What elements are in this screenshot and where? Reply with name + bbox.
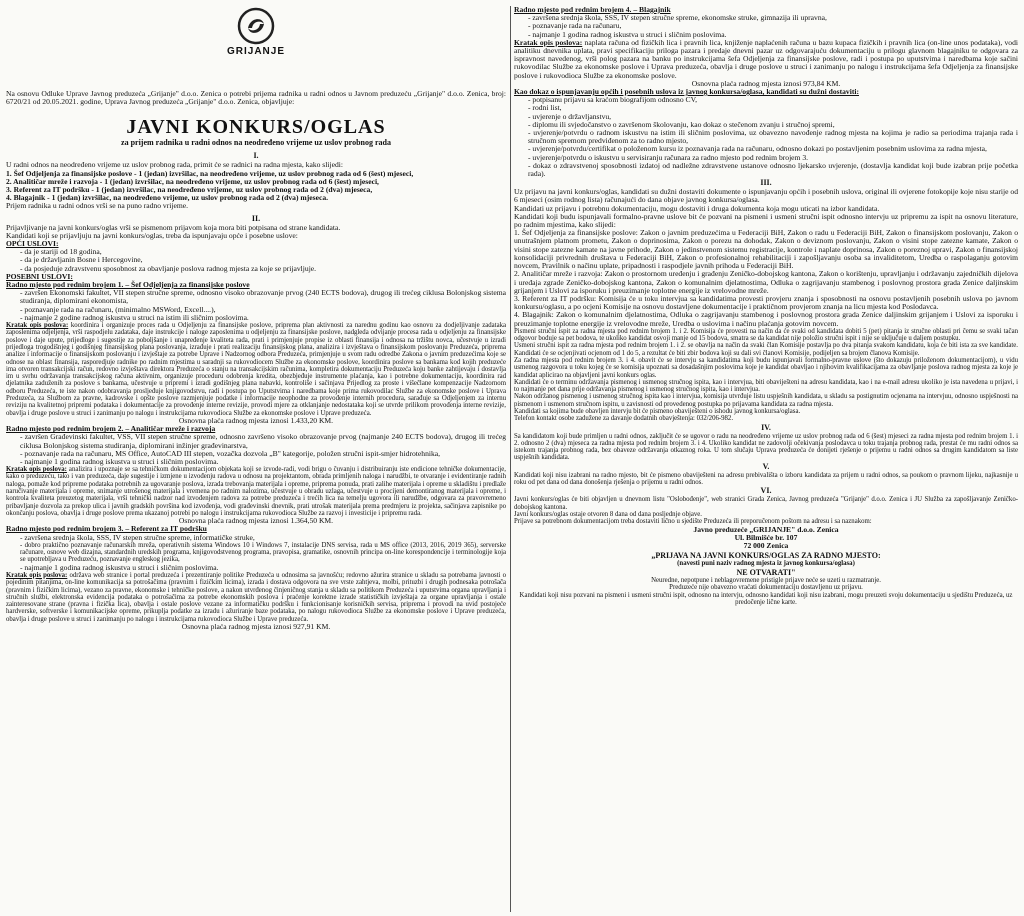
section-3-p1: Uz prijavu na javni konkurs/oglas, kandidati su dužni dostaviti dokumente o ispunjavanju općih i posebnih uslova, original ili ovjerene fotokopije koje nisu starije od 6 mjeseci (osim rodnog lista) računajući do dana objave javnog konkursa/oglasa.	[514, 187, 1018, 205]
left-column	[6, 6, 511, 912]
proof-item: - rodni list,	[528, 103, 562, 113]
job-2-requirement: - poznavanje rada na računaru, MS Office, AutoCAD III stepen, vozačka dozvola „B" kategorije, položen stručni ispit-smjer hidrotehnika,	[20, 448, 441, 458]
section-3-p9: Kandidati sa kojima bude obavljen intervju bit će pismeno obaviješteni o ishodu javnog konkursa/oglasa.	[514, 407, 801, 415]
section-3-p4: Pismeni stručni ispit za radna mjesta pod rednim brojem 1. i 2. Komisija će provesti na način da će svaki od kandidata dobiti 5 (pet) pitanja iz stručne oblasti pri čemu se svaki tačan odgovor boduje sa pet bodova, te ukoliko kandidat osvoji manje od 15 bodova, smatra se da kandidat nije položio stručni ispit i nije se uključuje u daljem postupku.	[514, 327, 1018, 343]
intro-text: Na osnovu Odluke Uprave Javnog preduzeća „Grijanje" d.o.o. Zenica o potrebi prijema radnika u radni odnos u Javnom preduzeću „Grijanje" d.o.o. Zenica, broj: 6720/21 od 20.05.2021. godine, Uprava Javnog preduzeća „Grijanje" d.o.o. Zenica, objavljuje:	[6, 89, 506, 107]
job-3-description	[6, 572, 506, 623]
job-2-salary: Osnovna plaća radnog mjesta iznosi 1.364,50 KM.	[178, 516, 334, 526]
section-3-p5: Usmeni stručni ispit za radna mjesta pod rednim brojem 1. i 2. se obavlja na način da svaki član Komisije postavlja po dva pitanja svakom kandidatu, koja će biti ista za sve kandidate. Kandidati će se ocjenjivati ocjenom od 1 do 5, a rezultat će biti zbir bodova koji su dali svi članovi Komisije, podijeljen sa brojem članova Komisije.	[514, 342, 1018, 357]
company-street: Ul. Bilmišće br. 107	[734, 532, 798, 542]
job-1-title: Radno mjesto pod rednim brojem 1. – Šef Odjeljenja za finansijske poslove	[6, 280, 250, 290]
job-3-desc-label: Kratak opis poslova:	[6, 571, 68, 579]
exam-literature-item: 2. Analitičar mreže i razvoja: Zakon o prostornom uređenju i građenju Zeničko-dobojskog kantona, Zakon o korištenju, upravljanju i održavanju zajedničkih dijelova i uređaja zgrade Zeničko-dobojskog kantona, Zakon o komunalnim djelatnostima, Odluka o zagrijavanju stambenog i poslovnog prostora grada Zenice daljinskim grijanjem i Uslovi za isporuku i preuzimanje toplotne energije iz vrelovodne mreže.	[514, 269, 1018, 295]
section-4-text: Sa kandidatom koji bude primljen u radni odnos, zaključit će se ugovor o radu na neodređeno vrijeme uz uslov probnog rada od 6 (šest) mjeseci za radna mjesta pod rednim brojem 1. i 2. odnosno 2 (dva) mjeseca za radna mjesta pod rednim brojem 3. i 4. Ukoliko kandidat ne zadovolji očekivanja poslodavca u toku trajanja probnog rada, prestat će mu radni odnos sa istekom trajanja probnog rada, bez obaveze održavanja otkaznog roka. U tom slučaju Uprava preduzeća će donijeti rješenje o prijemu u radni odnos sa drugim kandidatom sa liste uspješnih kandidata.	[514, 432, 1018, 462]
job-3-salary: Osnovna plaća radnog mjesta iznosi 927,91 KM.	[181, 622, 331, 631]
job-3-title: Radno mjesto pod rednim brojem 3. – Referent za IT podršku	[6, 524, 207, 534]
section-3-p6: Za radna mjesta pod rednim brojem 3. i 4. obavit će se intervju sa kandidatima koji budu ispunjavali formalno-pravne uslove (što dokazuju priloženom dokumentacijom), u vidu usmenog razgovora u toku kojeg će se komisija upoznati sa dosadašnjim poslovima koje je kandidat obavljao i njihovim kvalifikacijama za obavljanje poslova radnog mjesta za koje je kandidat aplicirao na objavljeni javni konkurs oglas.	[514, 356, 1018, 379]
section-3-p8: Nakon održanog pismenog i usmenog stručnog ispita kao i intervjua, komisija utvrđuje listu uspješnih kandidata, u skladu sa postignutim ocjenama na intervjuu, odnosno uspješnosti na pismenom i usmenom stručnom ispitu, u zavisnosti od provedenog postupka po prijavama kandidata za radna mjesta.	[514, 393, 1018, 408]
position-item: 2. Analitičar mreže i razvoja - 1 (jedan) izvršilac, na neodređeno vrijeme, uz uslov probnog rada od 6 (šest) mjeseci,	[6, 176, 379, 186]
job-4-requirement: - poznavanje rada na računaru,	[528, 21, 622, 31]
general-conditions-title: OPĆI USLOVI:	[6, 239, 59, 249]
general-condition: - da je stariji od 18 godina,	[20, 247, 102, 257]
job-4-requirement: - završena srednja škola, SSS, IV stepen stručne spreme, ekonomske struke, gimnazija ili upravna,	[528, 13, 827, 23]
section-1-outro: Prijem radnika u radni odnos vrši se na puno radno vrijeme.	[6, 201, 188, 211]
job-1-description	[6, 322, 506, 417]
proof-item: - uvjerenje/potvrdu o iskustvu u servisiranju računara za radno mjesto pod rednim brojem 3.	[528, 152, 809, 162]
page-subtitle: za prijem radnika u radni odnos na neodređeno vrijeme uz uslov probnog rada	[121, 138, 391, 148]
job-1-requirement: - poznavanje rada na računaru, (minimalno MSWord, Excell....),	[20, 304, 216, 314]
grijanje-logo-icon	[236, 6, 276, 46]
section-2-p1: Prijavljivanje na javni konkurs/oglas vrši se pismenom prijavom koja mora biti potpisana od strane kandidata.	[6, 222, 341, 232]
exam-literature-item: 4. Blagajnik: Zakon o komunalnim djelatnostima, Odluka o zagrijavanju stambenog i poslovnog prostora grada Zenice daljinskim grijanjem i Uslovi za isporuku i preuzimanje toplotne energije iz vrelovodne mreže, Uredba o uslovima i načinu plaćanja gotovim novcem.	[514, 310, 1018, 328]
job-1-desc-label: Kratak opis poslova:	[6, 322, 69, 330]
section-6-number: VI.	[760, 486, 772, 496]
job-4-description	[514, 39, 1018, 80]
section-5-number: V.	[762, 461, 770, 471]
job-2-requirement: - najmanje 1 godina radnog iskustva u struci i sličnim poslovima.	[20, 456, 219, 466]
job-2-desc-label: Kratak opis poslova:	[6, 466, 67, 474]
job-3-requirement: - najmanje 1 godina radnog iskustva u struci i sličnim poslovima.	[20, 562, 219, 572]
logo	[6, 6, 506, 64]
section-4-number: IV.	[761, 422, 771, 432]
exam-literature-item: 3. Referent za IT podršku: Komisija će u toku intervjua sa kandidatima provesti provjeru znanja i sposobnosti na osnovu postavljenih posebnih uslova po javnom konkursu/oglasu, a po ocjeni Komisije na osnovu dostavljene dokumentacije i praktičnom provjerom znanja na licu mjesta kod Poslodavca.	[514, 293, 1018, 312]
special-conditions-title: POSEBNI USLOVI:	[6, 271, 73, 281]
position-item: 4. Blagajnik - 1 (jedan) izvršilac, na neodređeno vrijeme, uz uslov probnog rada od 2 (dva) mjeseca.	[6, 193, 329, 203]
company-city: 72 000 Zenica	[743, 541, 789, 551]
job-4-desc-label: Kratak opis poslova:	[514, 37, 583, 47]
proof-title: Kao dokaz o ispunjavanju općih i posebnih uslova iz javnog konkursa/oglasa, kandidati su dužni dostaviti:	[514, 87, 859, 97]
job-2-desc-text: analizira i upoznaje se sa tehničkom dokumentacijom objekata koji se izvode-radi, vodi brigu o čuvanju i distribuiranju iste endicione tehničke dokumentacije, kako o preduzeću, tako i van preduzeća, daje sugestije i izmjene u izvođenju radova u odnosu na projektantom, obrada primljenih naloga i narudžbi, te otvaranje i evidentiranje radnih naloga, pomaže kod pripreme podataka potrebnih za ugovaranje poslova, izrada trebovanja materijala i opreme, priprema ponuda, prati zalihe materijala i opreme u skladištu i predlaže naručivanje materijala i opreme, snimanje utrošenog materijala i vremena po radnim nalozima, učestvuje u obradu uzlaga, učestvuje u procijeni demontiranog materijala i opreme, i kontrola kvaliteta preuzetog materijala, vrši tehnički nadzor nad izvođenjem radova za potrebe preduzeća i trećih lica na temelju ugovora ili narudžbe, odgovara za pravovremeno pribavljanje dozvola za prekop ulica i javnih gradskih površina kod izvođenja, vodi građevinski dnevnik, prati utrošak materijala prema predmjeru iz projekta, sačinjava zapisnike po okončanju poslova, obavlja i druge poslove prema ukazanoj potrebi po nalogu i instrukcijama rukovodioca Službe za razvoj i investicije i pripremu rada.	[6, 466, 506, 517]
proof-item: - dokaz o zdravstvenoj sposobnosti izdatoj od nadležne zdravstvene ustanove odnosno ljekarsko uvjerenje, (dostavlja kandidat koji bude izabran prije početka rada).	[528, 160, 1018, 179]
section-3-number: III.	[760, 178, 772, 188]
section-6-p1: Javni konkurs/oglas će biti objavljen u dnevnom listu "Oslobođenje", web stranici Grada Zenica, Javnog preduzeća "Grijanje" d.o.o. Zenica i JU Služba za zapošljavanje Zeničko-dobojskog kantona.	[514, 496, 1018, 511]
section-2-number: II.	[251, 213, 261, 223]
envelope-do-not-open: NE OTVARATI"	[736, 567, 796, 577]
proof-item: - uvjerenje/potvrdu/certifikat o položenom kursu iz poznavanja rada na računaru, odnosno dokazi po postavljenim posebnim uslovima za radna mjesta,	[528, 144, 987, 154]
section-3-p2: Kandidati uz prijavu i potrebnu dokumentaciju, mogu dostaviti i druga dokumenta koja mogu uticati na izbor kandidata.	[514, 203, 880, 213]
section-6-p2: Javni konkurs/oglas ostaje otvoren 8 dana od dana posljednje objave.	[514, 510, 703, 518]
section-1-intro: U radni odnos na neodređeno vrijeme uz uslov probnog rada, primit će se radnici na radna mjesta, kako slijedi:	[6, 160, 343, 170]
job-3-requirement: - dobro praktično poznavanje računarskih mreža, operativnih sistema Windows 10 i Windows 7, instalacije DNS servisa, rada u MS office (2013, 2016, 2019 365), serverske računare, osnove web dizajna, standardnih uredskih programa, knjigovodstvenog programa, pravopisa, gramatike, osnovnih principa on-line korespondencije i terminologije koja se upotrebljava u Preduzeću, poznavanje engleskog jezika,	[20, 541, 506, 564]
job-4-desc-text: naplata računa od fizičkih lica i pravnih lica, knjiženje naplaćenih računa u bazu kupaca fizičkih i pravnih lica (on-line unos podataka), vodi analitiku dnevnika uplata, pravi specifikaciju priloga pazara i predaje dnevni pazar uz odgovarajuću dokumentaciju u prilogu glavnom blagajniku te odgovara za ispravnost navedenog, vrši polog pazara na banku po instrukcijama šefa Odjeljenja za finansijske poslove, radi i postupa po uputstvima i naredbama koje sačini rukovodilac Službe za ekonomske poslove i Uprava preduzeća, obavlja i druge poslove u struci i zanimanju po nalogu i instrukcijama šefa Odjeljenja za finansijske poslove i rukovodioca Službe za ekonomske poslove.	[514, 37, 1018, 80]
job-1-desc-text: koordinira i organizuje proces rada u Odjeljenju za finansijske poslove, priprema plan aktivnosti za narednu godinu kao osnovu za dodjeljivanje zadataka zaposlenima odjeljenja, vrši raspodjelu zadataka, daje instrukcije i naloge zaposlenima u odjeljenju za finansijske poslove, nadgleda odvijanje procesa rada u odjeljenju za finansijske poslove i daje upute, prijedloge i sugestije za poboljšanje i unapređenje kvaliteta rada, prati i primjenjuje propise iz oblasti finansija i odnosa na tržištu novca, učestvuje u izradi prijedloga trogodišnjeg i godišnjeg finansijskog plana poslovanja, izrađuje i prati realizaciju finansijskog plana, analizira i izvještava o finansijskom poslovanju Preduzeća, priprema analize i informacije o finansijskom poslovanju i izvještaje za potrebe Uprave i Nadzornog odbora Preduzeća, primjenjuje u svom radu odredbe Zakona o javnim preduzećima koje se odnose na oblast finansija, rasporedjuje radnike po radnim mjestima u saradnji sa rukovodiocem Službe za ekonomske poslove, koordinira poslove sa bankama kod kojih preduzeće ima otvoren transakcijski račun, redovno izvještava direktora Preduzeća o stanju na transakcijskim računima, kompletira dokumentaciju Preduzeća koju banke zahtijevaju i dostavlja im u svrhu održavanja transakcijskog računa aktivnim, organizuje proceduru odobrenja kredita, obezbjeđuje instrumente plaćanja, kao i potrebne dokumentaciju, koordinira rad djelatnika zaduženih za poslove s bankama, učestvuje u pripremi i izradi godišnjeg plana nabavki, kontroliše i sačinjava Prijedlog za proste i višečlane kompenzacije Nadzornom odboru Preduzeća, te iste nakon odobravanja prosljeđuje knjigovodstvu, radi i postupa po Uputstvima i naredbama koje prima rukovodilac Službe za ekonomske poslove i Uprava Preduzeća, za Službom za pravne, kadrovske i opšte poslove razmjenjuje podatke i informacije neophodne za provođenje internih procedura, sarađuje sa Odjeljenjem za internu reviziju na kvalitetnoj pripremi podataka i dokumentacije za provođenje interne revizije, provodi mjere za otklanjanje nedostataka koji se utvrde prilikom provođenja interne revizije, obavlja i druge poslove u struci i zanimanju po nalogu i instrukcijama rukovodioca Službe za ekonomske poslove i Uprave preduzeća.	[6, 322, 507, 417]
envelope-label: „PRIJAVA NA JAVNI KONKURS/OGLAS ZA RADNO MJESTO:	[651, 550, 881, 560]
closing-note: Kandidati koji nisu pozvani na pismeni i usmeni stručni ispit, odnosno na intervju, odnosno kandidati koji nisu izabrani, mogu preuzeti svoju dokumentaciju u sjedištu Preduzeća, uz predočenje lične karte.	[519, 591, 1013, 606]
job-4-salary: Osnovna plaća radnog mjesta iznosi 973,84 KM.	[691, 78, 841, 88]
closing-note: Preduzeće nije obavezno vraćati dokumentaciju dostavljenu uz prijavu.	[669, 584, 863, 592]
proof-item: - potpisanu prijavu sa kraćom biografijom odnosno CV,	[528, 95, 698, 105]
proof-item: - diplomu ili svjedočanstvo o završenom školovanju, kao dokaz o stečenom zvanju i stručnoj spremi,	[528, 119, 835, 129]
position-item: 1. Šef Odjeljenja za finansijske poslove - 1 (jedan) izvršilac, na neodređeno vrijeme, uz uslov probnog rada od 6 (šest) mjeseci,	[6, 168, 414, 178]
section-6-p3: Prijave sa potrebnom dokumentacijom treba dostaviti lično u sjedište Preduzeća ili preporučenom poštom na adresu i sa naznakom:	[514, 518, 872, 526]
job-1-requirement: - najmanje 2 godine radnog iskustva u struci na istim ili sličnim poslovima.	[20, 312, 249, 322]
position-item: 3. Referent za IT podršku - 1 (jedan) izvršilac, na neodređeno vrijeme, uz uslov probnog rada od 2 (dva) mjeseca,	[6, 185, 373, 195]
section-5-text: Kandidati koji nisu izabrani na radno mjesto, bit će pismeno obaviješteni na adresu prebivališta o izboru kandidata za prijem u radni odnos, sa poukom o pravnom lijeku, najkasnije u roku od pet dana od dana donošenja rješenja o prijemu u radni odnos.	[514, 471, 1018, 487]
exam-literature-item: 1. Šef Odjeljenja za finansijske poslove: Zakon o javnim preduzećima u Federaciji BiH, Zakon o radu u Federaciji BiH, Zakon o finansijskom poslovanju, Zakon o unutrašnjem platnom prometu, Zakon o doprinosima, Zakon o porezu na dohodak, Zakon o deviznom poslovanju, Zakon o visini stope zatezne kamate, Zakon o visini stope zatezne kamate na javne prihode, Zakon o jedinstvenom sistemu registracije, kontrole i naplate doprinosa, Zakon o poreznoj upravi, Zakon o finansijskoj konsolidaciji privrednih društava u Federaciji BiH, Zakon o profesionalnoj rehabilitaciji i zapošljavanju osoba sa invaliditetom, Uredba o raspolaganju gotovim novcem, Pravilnik o načinu uplate, pripadnosti i raspodjele javnih prihoda u Federaciji BiH.	[514, 228, 1018, 271]
job-2-title: Radno mjesto pod rednim brojem 2. – Analitičar mreže i razvoja	[6, 424, 216, 434]
company-name: Javno preduzeće „GRIJANJE" d.o.o. Zenica	[693, 524, 839, 534]
proof-item: - uvjerenje o državljanstvu,	[528, 111, 612, 121]
job-1-salary: Osnovna plaća radnog mjesta iznosi 1.433,20 KM.	[178, 415, 334, 425]
job-3-desc-text: održava web stranice i portal preduzeća i prezentiranje politike Preduzeća u odnosima sa javnošću; redovno ažurira stranice u skladu sa potrebama javnosti o pojedinim pitanjima, on-line komunikacija sa potrošačima (pravnim i fizičkim licima), izrada i dostava odgovora na sve vrste zahtjeva, molbi, prituzbi i drugih podnesaka potrošača (pravnim i fizičkim licima), vezano za pravne, ekonomske i tehničke poslove, a nakon utvrđenog činjeničnog stanja u skladu sa politikom Preduzeća i uputstvima organa upravljanja i stručnih službi, elektronska evidencija podataka o potrošačima za potrebe ekonomskih poslova i praćenje korektne izrade statističkih izvještaja za organe upravljanja i ostale zainteresovane strane (pravna i fizička lica), obavlja i ostale poslove vezane za informatičku podršku i funkcionisanje korisničkih servisa, priprema i provodi na uvid postojeće hardverske, softverske i komunikacijske opreme, prikuplja podatke za izradu i ažuriranje baze podataka, po nalogu rukovodioca Službe za ekonomske poslove i Uprave preduzeća, obavlja i druge poslove u struci i zanimanju po nalogu i instrukcijama rukovodioca Službe i Uprave preduzeća.	[6, 571, 506, 623]
job-2-requirement: - završen Građevinski fakultet, VSS, VII stepen stručne spreme, odnosno završeno visoko obrazovanje prvog (najmanje 240 ECTS bodova), drugog ili trećeg ciklusa Bolonjskog sistema studiranja, diplomirani inžinjer građevinarstva,	[20, 432, 506, 450]
general-condition: - da je državljanin Bosne i Hercegovine,	[20, 255, 143, 265]
closing-note: Neuredne, nepotpune i neblagovremene pristigle prijave neće se uzeti u razmatranje.	[651, 577, 881, 585]
right-column	[514, 6, 1018, 912]
job-2-description	[6, 466, 506, 517]
page-title: JAVNI KONKURS/OGLAS	[126, 116, 386, 139]
envelope-instruction: (navesti puni naziv radnog mjesta iz javnog konkursa/oglasa)	[677, 560, 855, 568]
section-2-p2: Kandidati koji se prijavljuju na javni konkurs/oglas, treba da ispunjavaju opće i posebne uslove:	[6, 230, 298, 240]
proof-item: - uvjerenje/potvrdu o radnom iskustvu na istim ili sličnim poslovima, uz obavezno navođenje radnog mjesta na kojima je radio sa periodima trajanja rada i stručnom spremom predviđenom za to radno mjesto,	[528, 128, 1018, 146]
logo-text: GRIJANJE	[226, 46, 285, 57]
section-1-number: I.	[253, 151, 259, 161]
general-condition: - da posjeduje zdravstvenu sposobnost za obavljanje poslova radnog mjesta za koje se prijavljuje.	[20, 263, 317, 273]
section-3-p10: Telefon kontakt osobe zadužene za davanje dodatnih obavještenja: 032/206-982.	[514, 415, 734, 423]
section-3-p7: Kandidati će o terminu održavanja pismenog i usmenog stručnog ispita, kao i intervjua, biti obaviješteni na adresu kandidata, kao i na e-mail adresu ukoliko je ista navedena u prijavi, i to najmanje pet dana prije održavanja pismenog i usmenog stručnog ispita, kao i intervjua.	[514, 378, 1018, 394]
job-3-requirement: - završena srednja škola, SSS, IV stepen stručne spreme, informatičke struke,	[20, 532, 255, 542]
job-4-title: Radno mjesto pod rednim brojem 4. – Blagajnik	[514, 6, 671, 14]
job-1-requirement: - završen Ekonomski fakultet, VII stepen stručne spreme, odnosno visoko obrazovanje prvog (240 ECTS bodova), drugog ili trećeg ciklusa Bolonjskog sistema studiranja, diplomirani ekonomista,	[20, 288, 506, 306]
job-4-requirement: - najmanje 1 godina radnog iskustva u struci i sličnim poslovima.	[528, 29, 727, 39]
section-3-p3: Kandidati koji budu ispunjavali formalno-pravne uslove bit će pozvani na pismeni i usmeni stručni ispit odnosno intervju uz pripremu za ispit na osnovu literature, po radnim mjestima, kako slijedi:	[514, 211, 1018, 230]
